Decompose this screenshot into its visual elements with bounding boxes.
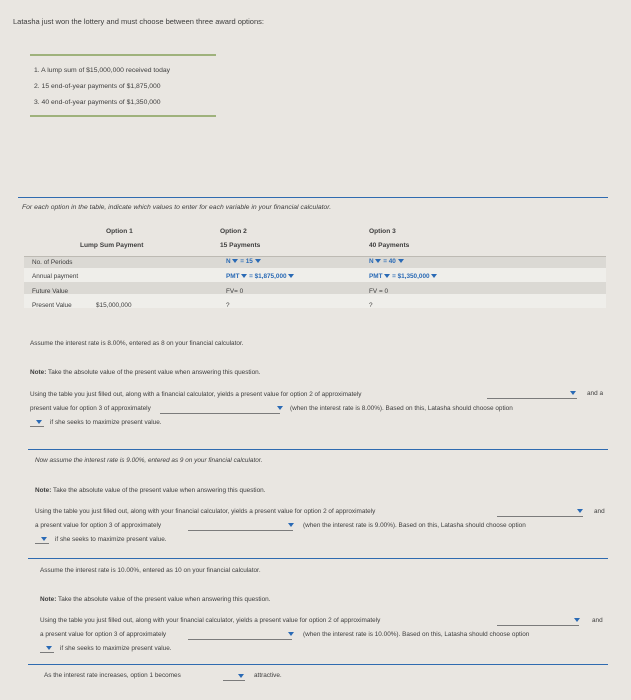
pv-line2b-8: (when the interest rate is 8.00%). Based on this, Latasha should choose option xyxy=(290,405,513,412)
row-label-future-value: Future Value xyxy=(32,288,69,295)
assume-rate-10: Assume the interest rate is 10.00%, entered as 10 on your financial calculator. xyxy=(40,567,261,574)
note-text: Take the absolute value of the present value when answering this question. xyxy=(48,369,261,376)
opt2-n-value: = 15 xyxy=(240,258,253,265)
option-item-2: 2. 15 end-of-year payments of $1,875,000 xyxy=(34,83,161,90)
opt2-pv: ? xyxy=(226,302,230,309)
pv-opt3-dropdown-10[interactable] xyxy=(188,639,292,640)
opt3-n-value: = 40 xyxy=(383,258,396,265)
opt3-fv: FV = 0 xyxy=(369,288,389,295)
opt3-n-select[interactable] xyxy=(369,258,404,265)
chevron-down-icon xyxy=(398,259,404,263)
pv-line2a-8: present value for option 3 of approximately xyxy=(30,405,151,412)
chevron-down-icon xyxy=(384,274,390,278)
choose-option-dropdown-10[interactable] xyxy=(40,652,54,653)
chevron-down-icon xyxy=(288,274,294,278)
pv-line1-8: Using the table you just filled out, along with a financial calculator, yields a present value for option 2 of approximately xyxy=(30,391,362,398)
pv-line2b-10: (when the interest rate is 10.00%). Based on this, Latasha should choose option xyxy=(303,631,530,638)
pv-line2a-9: a present value for option 3 of approximately xyxy=(35,522,162,529)
pv-opt2-dropdown-8[interactable] xyxy=(487,398,577,399)
opt3-pmt-value: = $1,350,000 xyxy=(392,273,430,280)
pv-opt3-dropdown-9[interactable] xyxy=(188,530,293,531)
opt2-n-label: N xyxy=(226,258,231,265)
final-statement-prefix: As the interest rate increases, option 1 becomes xyxy=(44,672,181,679)
pv-opt2-dropdown-9[interactable] xyxy=(497,516,583,517)
note-label: Note: xyxy=(40,596,57,603)
pv-line2a-10: a present value for option 3 of approximately xyxy=(40,631,167,638)
note-label: Note: xyxy=(30,369,47,376)
pv-line3-8: if she seeks to maximize present value. xyxy=(50,419,162,426)
divider-top xyxy=(30,54,216,56)
choose-option-dropdown-9[interactable] xyxy=(35,543,49,544)
option-item-3: 3. 40 end-of-year payments of $1,350,000 xyxy=(34,99,161,106)
note-text: Take the absolute value of the present value when answering this question. xyxy=(58,596,271,603)
opt2-fv: FV= 0 xyxy=(226,288,244,295)
section-divider xyxy=(18,197,608,198)
note-9 xyxy=(35,487,265,494)
pv-line3-9: if she seeks to maximize present value. xyxy=(55,536,167,543)
and-9: and xyxy=(594,508,605,515)
opt3-pmt-select[interactable] xyxy=(369,273,437,280)
row-label-periods: No. of Periods xyxy=(32,259,73,266)
pv-line3-10: if she seeks to maximize present value. xyxy=(60,645,172,652)
chevron-down-icon[interactable] xyxy=(288,632,294,636)
choose-option-dropdown-8[interactable] xyxy=(30,426,44,427)
option-1-present-value: $15,000,000 xyxy=(96,302,132,309)
section-divider xyxy=(28,558,608,559)
opt2-pmt-select[interactable] xyxy=(226,273,294,280)
option-item-1: 1. A lump sum of $15,000,000 received today xyxy=(34,67,171,74)
opt3-n-label: N xyxy=(369,258,374,265)
opt2-pmt-label: PMT xyxy=(226,273,240,280)
note-8 xyxy=(30,369,260,376)
pv-line1-9: Using the table you just filled out, along with your financial calculator, yields a present value for option 2 of approximately xyxy=(35,508,376,515)
chevron-down-icon[interactable] xyxy=(277,406,283,410)
final-statement-suffix: attractive. xyxy=(254,672,282,679)
pv-opt3-dropdown-8[interactable] xyxy=(160,413,280,414)
section-divider xyxy=(28,449,608,450)
chevron-down-icon[interactable] xyxy=(46,646,52,650)
section-divider xyxy=(28,664,608,665)
header-option-1: Option 1 xyxy=(106,228,133,235)
header-option-3: Option 3 xyxy=(369,228,396,235)
row-label-present-value: Present Value xyxy=(32,302,72,309)
opt2-n-select[interactable] xyxy=(226,258,261,265)
chevron-down-icon[interactable] xyxy=(288,523,294,527)
problem-intro: Latasha just won the lottery and must choose between three award options: xyxy=(13,17,264,26)
chevron-down-icon[interactable] xyxy=(238,674,244,678)
opt2-pmt-value: = $1,875,000 xyxy=(249,273,287,280)
chevron-down-icon xyxy=(431,274,437,278)
header-option-2: Option 2 xyxy=(220,228,247,235)
assume-rate-9: Now assume the interest rate is 9.00%, entered as 9 on your financial calculator. xyxy=(35,457,263,464)
pv-line1-10: Using the table you just filled out, along with your financial calculator, yields a present value for option 2 of approximately xyxy=(40,617,381,624)
chevron-down-icon xyxy=(232,259,238,263)
row-label-payment: Annual payment xyxy=(32,273,79,280)
chevron-down-icon[interactable] xyxy=(574,618,580,622)
header-option-1-sub: Lump Sum Payment xyxy=(80,242,144,249)
pv-opt2-dropdown-10[interactable] xyxy=(497,625,579,626)
and-10: and xyxy=(592,617,603,624)
table-instruction: For each option in the table, indicate which values to enter for each variable in your financial calculator. xyxy=(22,204,332,211)
header-option-2-sub: 15 Payments xyxy=(220,242,261,249)
note-10 xyxy=(40,596,270,603)
chevron-down-icon[interactable] xyxy=(41,537,47,541)
divider-bottom xyxy=(30,115,216,117)
chevron-down-icon[interactable] xyxy=(570,391,576,395)
and-8: and a xyxy=(587,390,603,397)
chevron-down-icon[interactable] xyxy=(36,420,42,424)
chevron-down-icon xyxy=(375,259,381,263)
header-option-3-sub: 40 Payments xyxy=(369,242,410,249)
opt3-pmt-label: PMT xyxy=(369,273,383,280)
assume-rate-8: Assume the interest rate is 8.00%, entered as 8 on your financial calculator. xyxy=(30,340,244,347)
chevron-down-icon[interactable] xyxy=(577,509,583,513)
attractiveness-dropdown[interactable] xyxy=(223,680,245,681)
opt3-pv: ? xyxy=(369,302,373,309)
note-text: Take the absolute value of the present value when answering this question. xyxy=(53,487,266,494)
note-label: Note: xyxy=(35,487,52,494)
chevron-down-icon xyxy=(241,274,247,278)
pv-line2b-9: (when the interest rate is 9.00%). Based on this, Latasha should choose option xyxy=(303,522,526,529)
chevron-down-icon xyxy=(255,259,261,263)
